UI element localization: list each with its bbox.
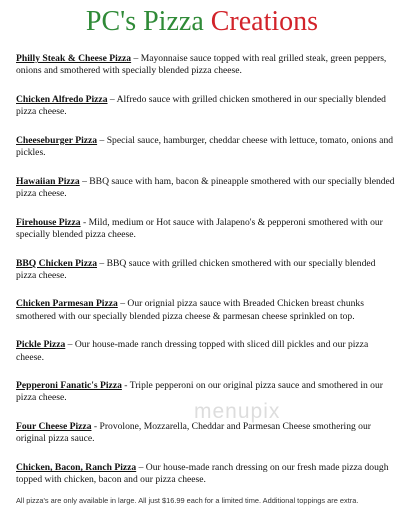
watermark-logo: menupix [194,400,281,423]
page-title [0,5,404,39]
menu-item-description: – Alfredo sauce with grilled chicken smothered in our specially blended pizza cheese. [16,93,386,118]
menu-item-cheeseburger [16,135,396,159]
menu-items-list [16,53,396,503]
menu-item-name: Four Cheese Pizza [16,421,92,433]
menu-item-chicken-alfredo [16,94,396,118]
menu-item-bbq-chicken [16,258,396,282]
menu-item-description: – Our orignial pizza sauce with Breaded Chicken breast chunks smothered with our specially blended pizza cheese & parmesan cheese sprinkled on top. [16,298,364,322]
menu-item-chicken-bacon-ranch [16,462,396,486]
menu-item-description: - Mild, medium or Hot sauce with Jalapeno's & pepperoni smothered with our specially blended pizza cheese. [16,216,383,240]
menu-item-name: Cheeseburger Pizza [16,134,98,146]
menu-item-description: – Special sauce, hamburger, cheddar cheese with lettuce, tomato, onions and pickles. [16,134,394,159]
title-part-1: PC's Pizza [85,6,211,37]
menu-item-name: Chicken, Bacon, Ranch Pizza [16,462,137,474]
menu-item-description: – BBQ sauce with ham, bacon & pineapple smothered with our specially blended pizza cheese. [16,175,395,199]
menu-item-name: Chicken Alfredo Pizza [16,93,108,105]
menu-item-description: – Our house-made ranch dressing topped with sliced dill pickles and our pizza cheese. [16,339,369,363]
menu-item-four-cheese [16,421,396,445]
title-part-2: Creations [210,6,319,37]
menu-item-pickle [16,339,396,363]
menu-item-name: Hawaiian Pizza [16,175,80,187]
menu-item-description: – Our house-made ranch dressing on our fresh made pizza dough topped with chicken, bacon and our pizza cheese. [16,462,389,486]
menu-item-chicken-parmesan [16,298,396,322]
menu-item-name: Firehouse Pizza [16,216,81,228]
menu-item-name: Philly Steak & Cheese Pizza [16,53,132,64]
menu-item-name: Pickle Pizza [16,339,66,351]
menu-item-description: – BBQ sauce with grilled chicken smothered with our specially blended pizza cheese. [16,257,376,281]
menu-item-name: BBQ Chicken Pizza [16,257,98,269]
menu-item-philly-steak [16,53,396,77]
menu-item-pepperoni-fanatic [16,380,396,404]
menu-item-description: – Mayonnaise sauce topped with real grilled steak, green peppers, onions and smothered with specially blended pizza cheese. [16,53,387,77]
menu-item-description: - Triple pepperoni on our original pizza sauce and smothered in our pizza cheese. [16,380,383,404]
menu-item-firehouse [16,217,396,241]
footnote-text: All pizza's are only available in large. All just $16.99 each for a limited time. Additional toppings are extra. [16,496,359,505]
menu-item-name: Pepperoni Fanatic's Pizza [16,380,122,392]
menu-item-description: - Provolone, Mozzarella, Cheddar and Parmesan Cheese smothering our original pizza sauce. [16,421,371,445]
menu-item-name: Chicken Parmesan Pizza [16,298,118,310]
menu-item-hawaiian [16,176,396,200]
